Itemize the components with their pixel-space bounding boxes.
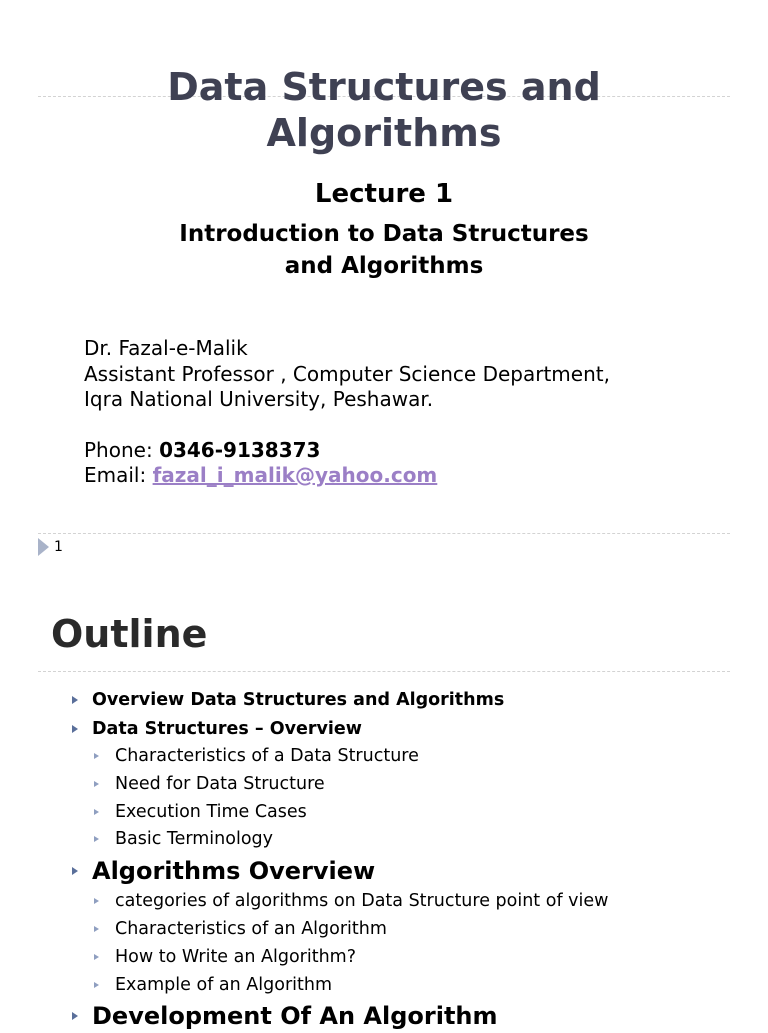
bullet-icon <box>72 1012 78 1020</box>
slide-marker-icon <box>38 538 49 556</box>
slide-title <box>0 64 768 156</box>
lecture-number: Lecture 1 <box>314 179 454 209</box>
bullet-icon <box>94 753 99 759</box>
outline-item-text: Development Of An Algorithm <box>92 1002 498 1031</box>
outline-item-text: Data Structures – Overview <box>92 718 362 739</box>
outline-item <box>70 799 750 827</box>
slide-bottom-divider <box>38 533 730 534</box>
author-university: Iqra National University, Peshawar. <box>84 387 434 411</box>
bullet-icon <box>94 982 99 988</box>
bullet-icon <box>94 809 99 815</box>
slide-subtitle <box>0 218 768 282</box>
slide-title-line-1: Data Structures and <box>167 65 601 109</box>
email-link[interactable]: fazal_i_malik@yahoo.com <box>152 463 438 487</box>
outline-item <box>70 999 750 1033</box>
outline-item-text: Execution Time Cases <box>115 801 307 822</box>
bullet-icon <box>94 926 99 932</box>
outline-item <box>70 916 750 944</box>
email-row <box>84 463 610 489</box>
bullet-icon <box>94 954 99 960</box>
outline-item-text: categories of algorithms on Data Structure point of view <box>115 891 609 912</box>
phone-label: Phone: <box>84 437 160 462</box>
bullet-icon <box>94 836 99 842</box>
outline-item <box>70 686 750 715</box>
phone-value: 0346-9138373 <box>159 437 321 462</box>
outline-item-text: Characteristics of an Algorithm <box>115 918 387 939</box>
author-position: Assistant Professor , Computer Science Department, <box>84 361 610 386</box>
outline-item-text: Example of an Algorithm <box>115 974 332 995</box>
outline-item-text: Need for Data Structure <box>115 773 325 794</box>
spacer <box>84 413 610 438</box>
bullet-icon <box>94 898 99 904</box>
outline-item <box>70 854 750 888</box>
outline-item <box>70 972 750 1000</box>
outline-item <box>70 944 750 972</box>
bullet-icon <box>72 696 78 704</box>
subtitle-line-2: and Algorithms <box>284 253 484 279</box>
bullet-icon <box>72 725 78 733</box>
outline-item <box>70 888 750 916</box>
slide-number-value: 1 <box>54 539 63 555</box>
bullet-icon <box>94 781 99 787</box>
email-label: Email: <box>84 463 153 487</box>
author-name: Dr. Fazal-e-Malik <box>84 336 248 360</box>
outline-item-text: How to Write an Algorithm? <box>115 946 357 967</box>
outline-divider <box>38 671 730 672</box>
outline-item <box>70 743 750 771</box>
outline-item-text: Characteristics of a Data Structure <box>115 746 419 766</box>
outline-list <box>70 686 750 1033</box>
outline-item-text: Overview Data Structures and Algorithms <box>92 690 505 710</box>
slide-title-line-2: Algorithms <box>266 111 502 155</box>
outline-item-text: Algorithms Overview <box>92 857 376 886</box>
subtitle-line-1: Introduction to Data Structures <box>179 221 589 247</box>
outline-item <box>70 771 750 799</box>
outline-title: Outline <box>51 612 208 656</box>
slide-number <box>38 538 63 556</box>
outline-item-text: Basic Terminology <box>115 829 274 850</box>
contact-block <box>84 336 610 489</box>
bullet-icon <box>72 867 78 875</box>
phone-row <box>84 438 610 464</box>
outline-item <box>70 826 750 854</box>
outline-item <box>70 715 750 744</box>
